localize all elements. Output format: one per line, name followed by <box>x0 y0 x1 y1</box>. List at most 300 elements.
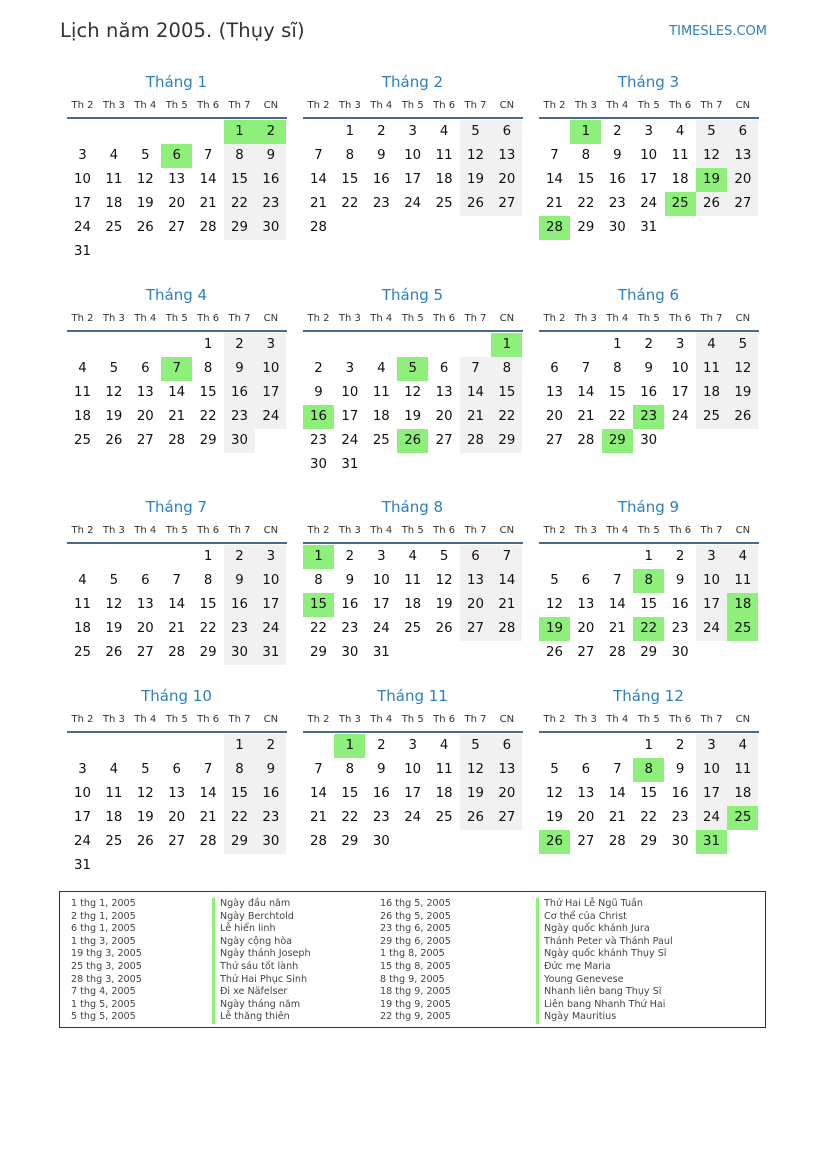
holiday-day-cell: 7 <box>161 357 192 381</box>
weekday-label: Th 3 <box>338 313 361 324</box>
day-cell: 20 <box>577 621 595 636</box>
day-cell: 5 <box>460 734 491 758</box>
day-cell: 17 <box>696 782 727 806</box>
day-cell: 18 <box>105 196 123 211</box>
weekday-label: Th 4 <box>370 714 393 725</box>
header-rule <box>303 330 523 332</box>
day-cell: 7 <box>203 762 213 777</box>
holiday-day-cell: 16 <box>303 405 334 429</box>
day-cell: 4 <box>408 549 417 564</box>
day-cell: 2 <box>613 124 622 139</box>
day-cell: 11 <box>74 597 91 612</box>
day-cell: 11 <box>435 148 453 163</box>
day-cell: 6 <box>581 573 591 588</box>
weekday-label: Th 3 <box>574 525 597 536</box>
day-cell: 29 <box>199 433 217 448</box>
legend-date: 2 thg 1, 2005 <box>71 910 136 922</box>
day-cell: 30 <box>255 216 286 240</box>
day-cell: 4 <box>377 361 386 376</box>
legend-holiday-name: Thứ sáu tốt lành <box>212 961 311 974</box>
day-cell: 22 <box>199 621 217 636</box>
weekday-label: Th 2 <box>543 100 566 111</box>
site-link[interactable]: TIMESLES.COM <box>669 24 767 39</box>
day-cell: 17 <box>696 593 727 617</box>
holiday-day-cell: 1 <box>224 120 255 144</box>
day-cell: 28 <box>460 429 491 453</box>
day-cell: 24 <box>255 617 286 641</box>
day-cell: 10 <box>372 573 390 588</box>
day-cell: 11 <box>74 385 91 400</box>
legend-date: 29 thg 6, 2005 <box>380 935 451 947</box>
day-cell: 16 <box>255 168 286 192</box>
day-cell: 8 <box>581 148 591 163</box>
day-cell: 24 <box>74 834 91 849</box>
weekday-header <box>67 310 289 328</box>
day-cell: 11 <box>727 758 758 782</box>
day-cell: 13 <box>136 385 154 400</box>
month-title: Tháng 7 <box>145 498 208 516</box>
day-cell: 6 <box>460 545 491 569</box>
day-cell: 29 <box>577 220 595 235</box>
legend-date: 23 thg 6, 2005 <box>380 923 451 935</box>
day-cell: 21 <box>199 810 217 825</box>
day-cell: 3 <box>345 361 355 376</box>
day-cell: 28 <box>168 433 186 448</box>
day-cell: 27 <box>435 433 453 448</box>
day-cell: 28 <box>608 645 626 660</box>
day-cell: 8 <box>203 361 213 376</box>
day-cell: 20 <box>577 810 595 825</box>
day-cell: 24 <box>372 621 390 636</box>
day-cell: 28 <box>310 220 327 235</box>
day-cell: 17 <box>255 381 286 405</box>
day-cell: 23 <box>372 196 390 211</box>
day-cell: 4 <box>439 124 449 139</box>
day-cell: 27 <box>168 834 186 849</box>
weekday-label: Th 4 <box>370 525 393 536</box>
legend-holiday-name: Ngày quốc khánh Jura <box>536 923 673 936</box>
day-cell: 5 <box>439 549 449 564</box>
day-cell: 7 <box>581 361 591 376</box>
weekday-label: Th 7 <box>228 714 251 725</box>
day-cell: 23 <box>671 810 689 825</box>
day-cell: 4 <box>78 361 87 376</box>
legend-holiday-name: Lễ hiển linh <box>212 923 311 936</box>
weekday-label: Th 6 <box>197 525 220 536</box>
day-cell: 28 <box>199 834 217 849</box>
day-cell: 12 <box>105 385 123 400</box>
day-cell: 9 <box>644 361 653 376</box>
holiday-day-cell: 29 <box>602 429 633 453</box>
month-title: Tháng 11 <box>377 687 448 705</box>
legend-holiday-name: Ngày Mauritius <box>536 1011 673 1024</box>
weekday-label: Th 3 <box>574 313 597 324</box>
day-cell: 3 <box>696 734 727 758</box>
day-cell: 22 <box>608 409 626 424</box>
legend-date: 1 thg 8, 2005 <box>380 948 445 960</box>
holiday-legend <box>59 891 766 1028</box>
day-cell: 26 <box>136 220 154 235</box>
day-cell: 27 <box>136 645 154 660</box>
day-cell: 6 <box>172 762 181 777</box>
day-cell: 8 <box>224 758 255 782</box>
holiday-day-cell: 23 <box>633 405 664 429</box>
day-cell: 13 <box>727 144 758 168</box>
day-cell: 25 <box>74 433 91 448</box>
weekday-label: Th 4 <box>134 313 157 324</box>
holiday-day-cell: 19 <box>539 617 570 641</box>
weekday-header <box>539 310 761 328</box>
day-cell: 7 <box>613 573 622 588</box>
day-cell: 28 <box>608 834 626 849</box>
day-cell: 5 <box>460 120 491 144</box>
day-cell: 5 <box>550 762 559 777</box>
weekday-header <box>303 711 525 729</box>
day-cell: 16 <box>671 786 689 801</box>
holiday-day-cell: 8 <box>633 758 664 782</box>
day-cell: 9 <box>345 573 355 588</box>
day-cell: 6 <box>581 762 591 777</box>
legend-date: 15 thg 8, 2005 <box>380 960 451 972</box>
weekday-label: Th 4 <box>370 313 393 324</box>
day-cell: 22 <box>341 196 359 211</box>
weekday-header <box>303 97 525 115</box>
day-cell: 6 <box>550 361 559 376</box>
weekday-label: Th 3 <box>338 525 361 536</box>
day-cell: 27 <box>168 220 186 235</box>
weekday-label: Th 7 <box>700 100 723 111</box>
legend-holiday-name: Thứ Hai Lễ Ngũ Tuần <box>536 898 673 911</box>
legend-date: 1 thg 5, 2005 <box>71 998 136 1010</box>
weekday-label: Th 2 <box>307 714 330 725</box>
legend-holiday-name: Lễ thăng thiên <box>212 1011 311 1024</box>
month-title: Tháng 6 <box>617 286 680 304</box>
day-cell: 24 <box>404 810 422 825</box>
day-cell: 13 <box>460 569 491 593</box>
day-cell: 22 <box>341 810 359 825</box>
holiday-day-cell: 2 <box>255 120 286 144</box>
day-cell: 30 <box>224 641 255 665</box>
weekday-label: Th 5 <box>165 100 188 111</box>
day-cell: 26 <box>105 645 123 660</box>
holiday-day-cell: 26 <box>397 429 428 453</box>
day-cell: 12 <box>546 597 563 612</box>
weekday-label: Th 2 <box>307 100 330 111</box>
weekday-label: Th 4 <box>370 100 393 111</box>
legend-date: 25 thg 3, 2005 <box>71 960 142 972</box>
day-cell: 16 <box>224 381 255 405</box>
day-cell: 23 <box>310 433 327 448</box>
day-cell: 11 <box>404 573 422 588</box>
day-cell: 20 <box>136 621 154 636</box>
header-rule <box>67 117 287 119</box>
day-cell: 23 <box>341 621 359 636</box>
legend-holiday-name: Young Genevese <box>536 974 673 987</box>
month-title: Tháng 10 <box>141 687 212 705</box>
weekday-label: CN <box>263 313 279 324</box>
day-cell: 20 <box>491 782 522 806</box>
day-cell: 17 <box>640 172 658 187</box>
day-cell: 14 <box>199 172 217 187</box>
day-cell: 18 <box>74 409 91 424</box>
day-cell: 23 <box>224 617 255 641</box>
legend-date: 19 thg 3, 2005 <box>71 948 142 960</box>
weekday-label: CN <box>499 714 515 725</box>
day-cell: 25 <box>74 645 91 660</box>
day-cell: 15 <box>640 786 658 801</box>
day-cell: 7 <box>314 148 323 163</box>
day-cell: 24 <box>696 806 727 830</box>
day-cell: 11 <box>105 172 123 187</box>
day-cell: 13 <box>577 597 595 612</box>
weekday-label: Th 5 <box>401 525 424 536</box>
day-cell: 5 <box>141 148 150 163</box>
weekday-label: Th 6 <box>669 313 692 324</box>
holiday-day-cell: 22 <box>633 617 664 641</box>
day-cell: 1 <box>203 549 213 564</box>
day-cell: 19 <box>727 381 758 405</box>
day-cell: 22 <box>491 405 522 429</box>
day-cell: 2 <box>314 361 323 376</box>
day-cell: 25 <box>435 196 453 211</box>
holiday-day-cell: 15 <box>303 593 334 617</box>
header-rule <box>539 542 759 544</box>
weekday-label: Th 6 <box>669 714 692 725</box>
header-rule <box>539 330 759 332</box>
day-cell: 26 <box>435 621 453 636</box>
day-cell: 3 <box>675 337 685 352</box>
day-cell: 25 <box>372 433 390 448</box>
weekday-label: Th 2 <box>543 313 566 324</box>
day-cell: 27 <box>491 192 522 216</box>
day-cell: 19 <box>136 810 154 825</box>
day-cell: 1 <box>203 337 213 352</box>
day-cell: 21 <box>310 196 327 211</box>
legend-holiday-name: Ngày Berchtold <box>212 911 311 924</box>
legend-holiday-name: Nhanh liên bang Thụy Sĩ <box>536 986 673 999</box>
weekday-label: Th 3 <box>338 100 361 111</box>
day-cell: 13 <box>168 172 186 187</box>
weekday-label: Th 6 <box>433 313 456 324</box>
day-cell: 3 <box>255 545 286 569</box>
legend-holiday-name: Ngày quốc khánh Thụy Sĩ <box>536 948 673 961</box>
weekday-label: CN <box>499 100 515 111</box>
day-cell: 27 <box>727 192 758 216</box>
day-cell: 5 <box>109 573 119 588</box>
day-cell: 18 <box>727 782 758 806</box>
weekday-header <box>67 522 289 540</box>
day-cell: 31 <box>255 641 286 665</box>
day-cell: 25 <box>404 621 422 636</box>
legend-holiday-name: Đức mẹ Maria <box>536 961 673 974</box>
weekday-label: Th 4 <box>606 714 629 725</box>
day-cell: 9 <box>675 573 685 588</box>
day-cell: 3 <box>377 549 386 564</box>
weekday-label: Th 2 <box>71 100 94 111</box>
day-cell: 15 <box>608 385 626 400</box>
day-cell: 20 <box>435 409 453 424</box>
day-cell: 17 <box>74 196 91 211</box>
day-cell: 30 <box>671 645 689 660</box>
page-title: Lịch năm 2005. (Thụy sĩ) <box>60 19 305 42</box>
day-cell: 31 <box>341 457 359 472</box>
day-cell: 9 <box>224 569 255 593</box>
day-cell: 14 <box>608 786 626 801</box>
day-cell: 10 <box>74 786 91 801</box>
day-cell: 4 <box>109 762 119 777</box>
weekday-label: Th 6 <box>433 714 456 725</box>
day-cell: 25 <box>105 220 123 235</box>
weekday-label: Th 2 <box>543 714 566 725</box>
day-cell: 12 <box>460 758 491 782</box>
weekday-label: Th 3 <box>574 100 597 111</box>
header-rule <box>67 731 287 733</box>
day-cell: 6 <box>491 734 522 758</box>
day-cell: 9 <box>255 758 286 782</box>
weekday-label: Th 4 <box>606 313 629 324</box>
day-cell: 18 <box>435 172 453 187</box>
day-cell: 14 <box>310 172 327 187</box>
weekday-header <box>303 522 525 540</box>
day-cell: 23 <box>224 405 255 429</box>
weekday-label: Th 5 <box>401 714 424 725</box>
day-cell: 21 <box>199 196 217 211</box>
day-cell: 10 <box>640 148 658 163</box>
day-cell: 30 <box>372 834 390 849</box>
day-cell: 13 <box>491 144 522 168</box>
day-cell: 26 <box>727 405 758 429</box>
day-cell: 19 <box>435 597 453 612</box>
month-title: Tháng 12 <box>613 687 684 705</box>
header-rule <box>539 117 759 119</box>
legend-date: 6 thg 1, 2005 <box>71 923 136 935</box>
day-cell: 18 <box>696 381 727 405</box>
holiday-day-cell: 26 <box>539 830 570 854</box>
day-cell: 20 <box>168 810 186 825</box>
day-cell: 27 <box>491 806 522 830</box>
day-cell: 2 <box>224 545 255 569</box>
day-cell: 19 <box>404 409 422 424</box>
holiday-day-cell: 25 <box>727 806 758 830</box>
day-cell: 26 <box>136 834 154 849</box>
day-cell: 16 <box>372 172 390 187</box>
day-cell: 4 <box>675 124 685 139</box>
day-cell: 22 <box>199 409 217 424</box>
day-cell: 28 <box>577 433 595 448</box>
day-cell: 18 <box>372 409 390 424</box>
month-title: Tháng 5 <box>381 286 444 304</box>
weekday-label: Th 6 <box>433 100 456 111</box>
day-cell: 8 <box>345 762 355 777</box>
day-cell: 4 <box>78 573 87 588</box>
weekday-label: Th 5 <box>401 100 424 111</box>
day-cell: 13 <box>491 758 522 782</box>
day-cell: 11 <box>372 385 390 400</box>
weekday-label: Th 2 <box>71 525 94 536</box>
day-cell: 12 <box>460 144 491 168</box>
weekday-label: CN <box>499 525 515 536</box>
day-cell: 10 <box>696 569 727 593</box>
month-title: Tháng 3 <box>617 73 680 91</box>
day-cell: 22 <box>224 806 255 830</box>
day-cell: 29 <box>491 429 522 453</box>
legend-names-right <box>536 898 673 1024</box>
weekday-label: Th 5 <box>165 714 188 725</box>
day-cell: 19 <box>105 621 123 636</box>
weekday-label: Th 7 <box>700 714 723 725</box>
day-cell: 6 <box>439 361 449 376</box>
weekday-label: CN <box>735 525 751 536</box>
weekday-label: Th 7 <box>700 313 723 324</box>
weekday-label: CN <box>735 313 751 324</box>
day-cell: 10 <box>671 361 689 376</box>
day-cell: 31 <box>372 645 390 660</box>
day-cell: 23 <box>255 806 286 830</box>
weekday-label: Th 5 <box>637 313 660 324</box>
day-cell: 14 <box>199 786 217 801</box>
day-cell: 26 <box>696 192 727 216</box>
day-cell: 29 <box>640 645 658 660</box>
month-title: Tháng 8 <box>381 498 444 516</box>
day-cell: 13 <box>435 385 453 400</box>
day-cell: 28 <box>168 645 186 660</box>
day-cell: 1 <box>224 734 255 758</box>
day-cell: 14 <box>460 381 491 405</box>
day-cell: 14 <box>168 385 186 400</box>
day-cell: 7 <box>550 148 559 163</box>
day-cell: 13 <box>168 786 186 801</box>
day-cell: 20 <box>136 409 154 424</box>
day-cell: 7 <box>314 762 323 777</box>
day-cell: 6 <box>141 573 150 588</box>
weekday-label: Th 5 <box>637 525 660 536</box>
day-cell: 24 <box>255 405 286 429</box>
day-cell: 6 <box>727 120 758 144</box>
day-cell: 1 <box>644 738 653 753</box>
day-cell: 14 <box>310 786 327 801</box>
day-cell: 15 <box>491 381 522 405</box>
day-cell: 23 <box>608 196 626 211</box>
day-cell: 24 <box>341 433 359 448</box>
day-cell: 10 <box>341 385 359 400</box>
day-cell: 15 <box>640 597 658 612</box>
day-cell: 3 <box>408 124 417 139</box>
day-cell: 7 <box>491 545 522 569</box>
day-cell: 19 <box>460 168 491 192</box>
legend-date: 16 thg 5, 2005 <box>380 898 451 909</box>
day-cell: 23 <box>671 621 689 636</box>
holiday-day-cell: 25 <box>727 617 758 641</box>
weekday-label: CN <box>263 714 279 725</box>
day-cell: 3 <box>78 148 87 163</box>
weekday-label: Th 4 <box>606 100 629 111</box>
day-cell: 1 <box>644 549 653 564</box>
day-cell: 30 <box>310 457 327 472</box>
day-cell: 17 <box>404 786 422 801</box>
weekday-label: CN <box>499 313 515 324</box>
weekday-header <box>539 522 761 540</box>
day-cell: 21 <box>577 409 595 424</box>
day-cell: 8 <box>224 144 255 168</box>
day-cell: 10 <box>696 758 727 782</box>
day-cell: 7 <box>613 762 622 777</box>
day-cell: 2 <box>345 549 355 564</box>
weekday-label: Th 5 <box>401 313 424 324</box>
weekday-label: Th 6 <box>669 525 692 536</box>
day-cell: 9 <box>675 762 685 777</box>
day-cell: 12 <box>696 144 727 168</box>
day-cell: 16 <box>640 385 658 400</box>
